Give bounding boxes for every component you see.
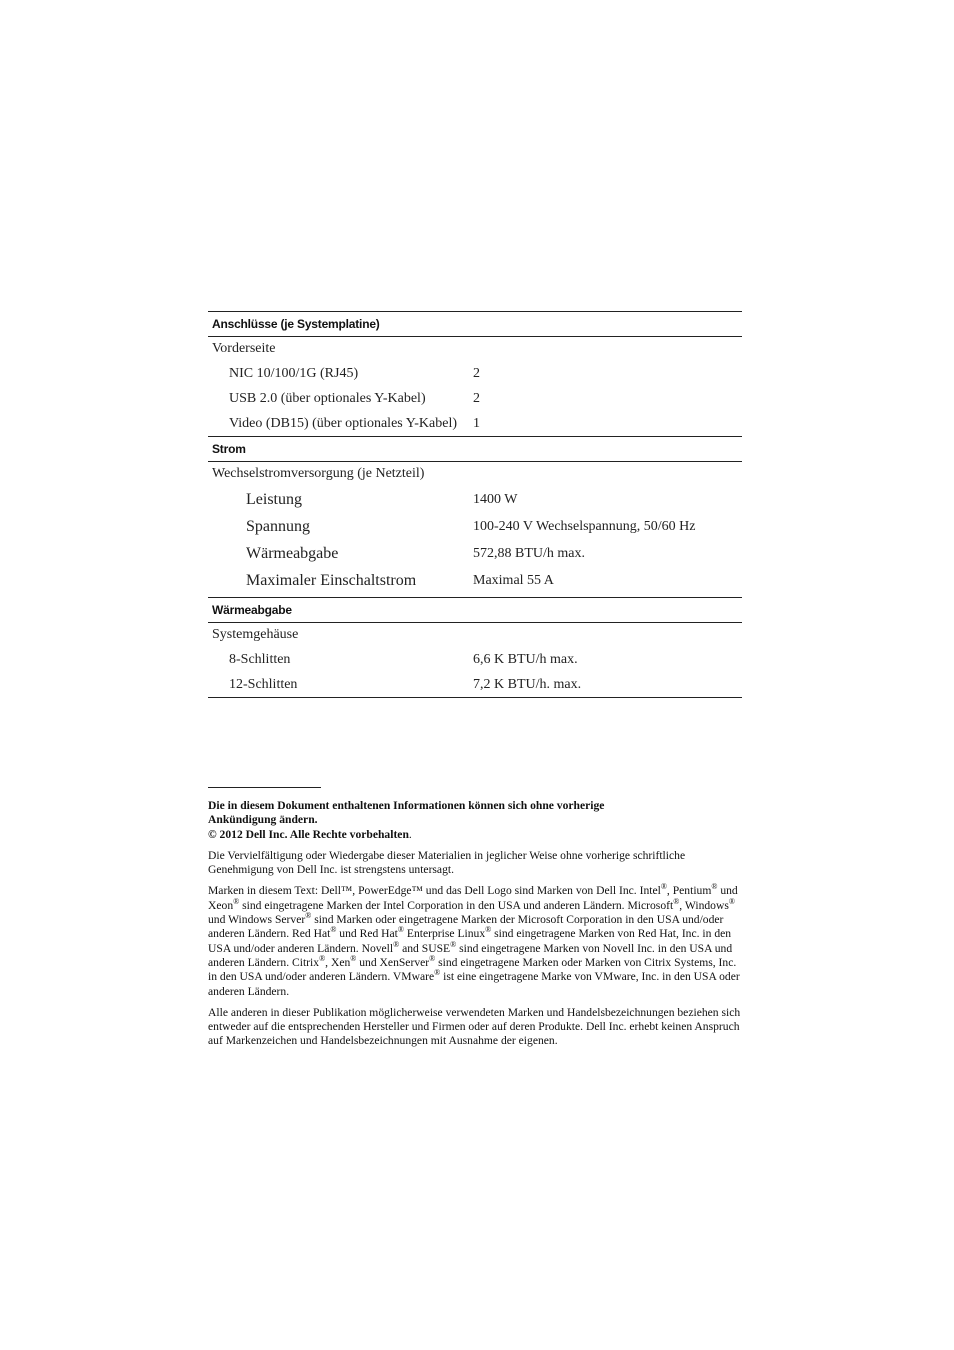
- registered-mark: ®: [728, 896, 735, 906]
- registered-mark: ®: [450, 939, 457, 949]
- trademark-text: ist eine eingetragene Marke von VMware, Inc. in den USA oder anderen Ländern.: [208, 970, 740, 998]
- row-label: NIC 10/100/1G (RJ45): [229, 365, 359, 381]
- group-label-ac-supply: [208, 462, 742, 486]
- table-row: [208, 567, 742, 594]
- group-label-text: Vorderseite: [212, 341, 276, 356]
- trademark-text: und Windows Server: [208, 913, 306, 927]
- trademark-text: sind eingetragene Marken der Intel Corporation in den USA und anderen Ländern. Microsoft: [239, 898, 674, 912]
- registered-mark: ®: [319, 954, 326, 964]
- table-row: [208, 540, 742, 567]
- trademark-text: sind eingetragene Marken von Red Hat, Inc. in den USA und/oder anderen Ländern. Novell: [208, 927, 732, 955]
- row-value: 1400 W: [473, 491, 518, 507]
- group-label-text: Systemgehäuse: [212, 627, 299, 642]
- registered-mark: ®: [429, 954, 436, 964]
- registered-mark: ®: [397, 925, 404, 935]
- table-row: [208, 361, 742, 386]
- row-value: 2: [473, 365, 480, 381]
- row-label: USB 2.0 (über optionales Y-Kabel): [229, 390, 426, 406]
- change-notice-line1: Die in diesem Dokument enthaltenen Informationen können sich ohne vorherige: [208, 799, 605, 812]
- trademark-text: sind eingetragene Marken von Novell Inc. in den USA und anderen Ländern. Citrix: [208, 941, 733, 969]
- row-label: Maximaler Einschaltstrom: [246, 571, 417, 589]
- group-label-front: [208, 337, 742, 361]
- trademark-text: and SUSE: [399, 941, 451, 955]
- row-value: 1: [473, 415, 480, 431]
- table-bottom-rule: [208, 697, 742, 698]
- registered-mark: ®: [350, 954, 357, 964]
- trademark-text: , Xen: [325, 955, 351, 969]
- registered-mark: ®: [660, 882, 667, 892]
- change-notice-line2: Ankündigung ändern.: [208, 813, 318, 827]
- registered-mark: ®: [305, 911, 312, 921]
- table-row: [208, 411, 742, 436]
- trademark-text: und XenServer: [356, 955, 430, 969]
- section-header-heat: Wärmeabgabe: [208, 597, 742, 623]
- row-label: Video (DB15) (über optionales Y-Kabel): [229, 415, 458, 431]
- trademark-text: Marken in diesem Text: Dell™, PowerEdge™ und das Dell Logo sind Marken von Dell Inc. Intel: [208, 884, 661, 898]
- row-value: Maximal 55 A: [473, 572, 554, 588]
- footnote-separator: [208, 787, 321, 788]
- row-label: Wärmeabgabe: [246, 544, 339, 562]
- registered-mark: ®: [330, 925, 337, 935]
- section-header-connectors: Anschlüsse (je Systemplatine): [208, 311, 742, 337]
- registered-mark: ®: [434, 968, 441, 978]
- table-row: [208, 386, 742, 411]
- registered-mark: ®: [485, 925, 492, 935]
- row-value: 7,2 K BTU/h. max.: [473, 676, 582, 692]
- table-row: [208, 672, 742, 697]
- group-label-chassis: [208, 623, 742, 647]
- registered-mark: ®: [711, 882, 718, 892]
- registered-mark: ®: [233, 896, 240, 906]
- registered-mark: ®: [673, 896, 680, 906]
- other-marks-notice: Alle anderen in dieser Publikation möglicherweise verwendeten Marken und Handelsbezeichnungen beziehen sich entweder auf die entsprechenden Hersteller und Firmen oder auf deren Produkte. Dell Inc. erhebt keinen Anspruch auf Markenzeichen und Handelsbezeichnungen mit Ausnahme der eigenen.: [208, 1005, 741, 1048]
- row-label: 8-Schlitten: [229, 651, 291, 667]
- trademark-text: und Red Hat: [336, 927, 398, 941]
- row-value: 100-240 V Wechselspannung, 50/60 Hz: [473, 518, 696, 534]
- row-value: 6,6 K BTU/h max.: [473, 651, 578, 667]
- trademark-text: und Xeon: [208, 884, 738, 912]
- trademark-text: sind Marken oder eingetragene Marken der Microsoft Corporation in den USA und/oder anderen Ländern. Red Hat: [208, 913, 724, 941]
- trademark-text: , Pentium: [666, 884, 712, 898]
- table-row: [208, 513, 742, 540]
- trademark-text: sind eingetragene Marken oder Marken von Citrix Systems, Inc. in den USA und/oder anderen Ländern. VMware: [208, 955, 737, 984]
- legal-notice: [208, 799, 744, 1056]
- spec-table: [208, 311, 742, 698]
- trademark-text: Enterprise Linux: [404, 927, 486, 941]
- table-row: [208, 486, 742, 513]
- reproduction-notice: Die Vervielfältigung oder Wiedergabe dieser Materialien in jeglicher Weise ohne vorherige schriftliche Genehmigung von Dell Inc. ist strengstens untersagt.: [208, 848, 686, 877]
- row-label: Leistung: [246, 490, 302, 508]
- table-row: [208, 647, 742, 672]
- row-label: 12-Schlitten: [229, 676, 298, 692]
- group-label-text: Wechselstromversorgung (je Netzteil): [212, 466, 425, 481]
- copyright-period: .: [408, 827, 412, 841]
- copyright-text: © 2012 Dell Inc. Alle Rechte vorbehalten: [208, 827, 409, 841]
- row-value: 2: [473, 390, 480, 406]
- row-label: Spannung: [246, 517, 310, 535]
- section-header-power: Strom: [208, 436, 742, 462]
- change-notice: [208, 799, 744, 842]
- registered-mark: ®: [393, 939, 400, 949]
- trademark-notice: [208, 884, 744, 998]
- row-value: 572,88 BTU/h max.: [473, 545, 585, 561]
- trademark-text: , Windows: [679, 898, 729, 912]
